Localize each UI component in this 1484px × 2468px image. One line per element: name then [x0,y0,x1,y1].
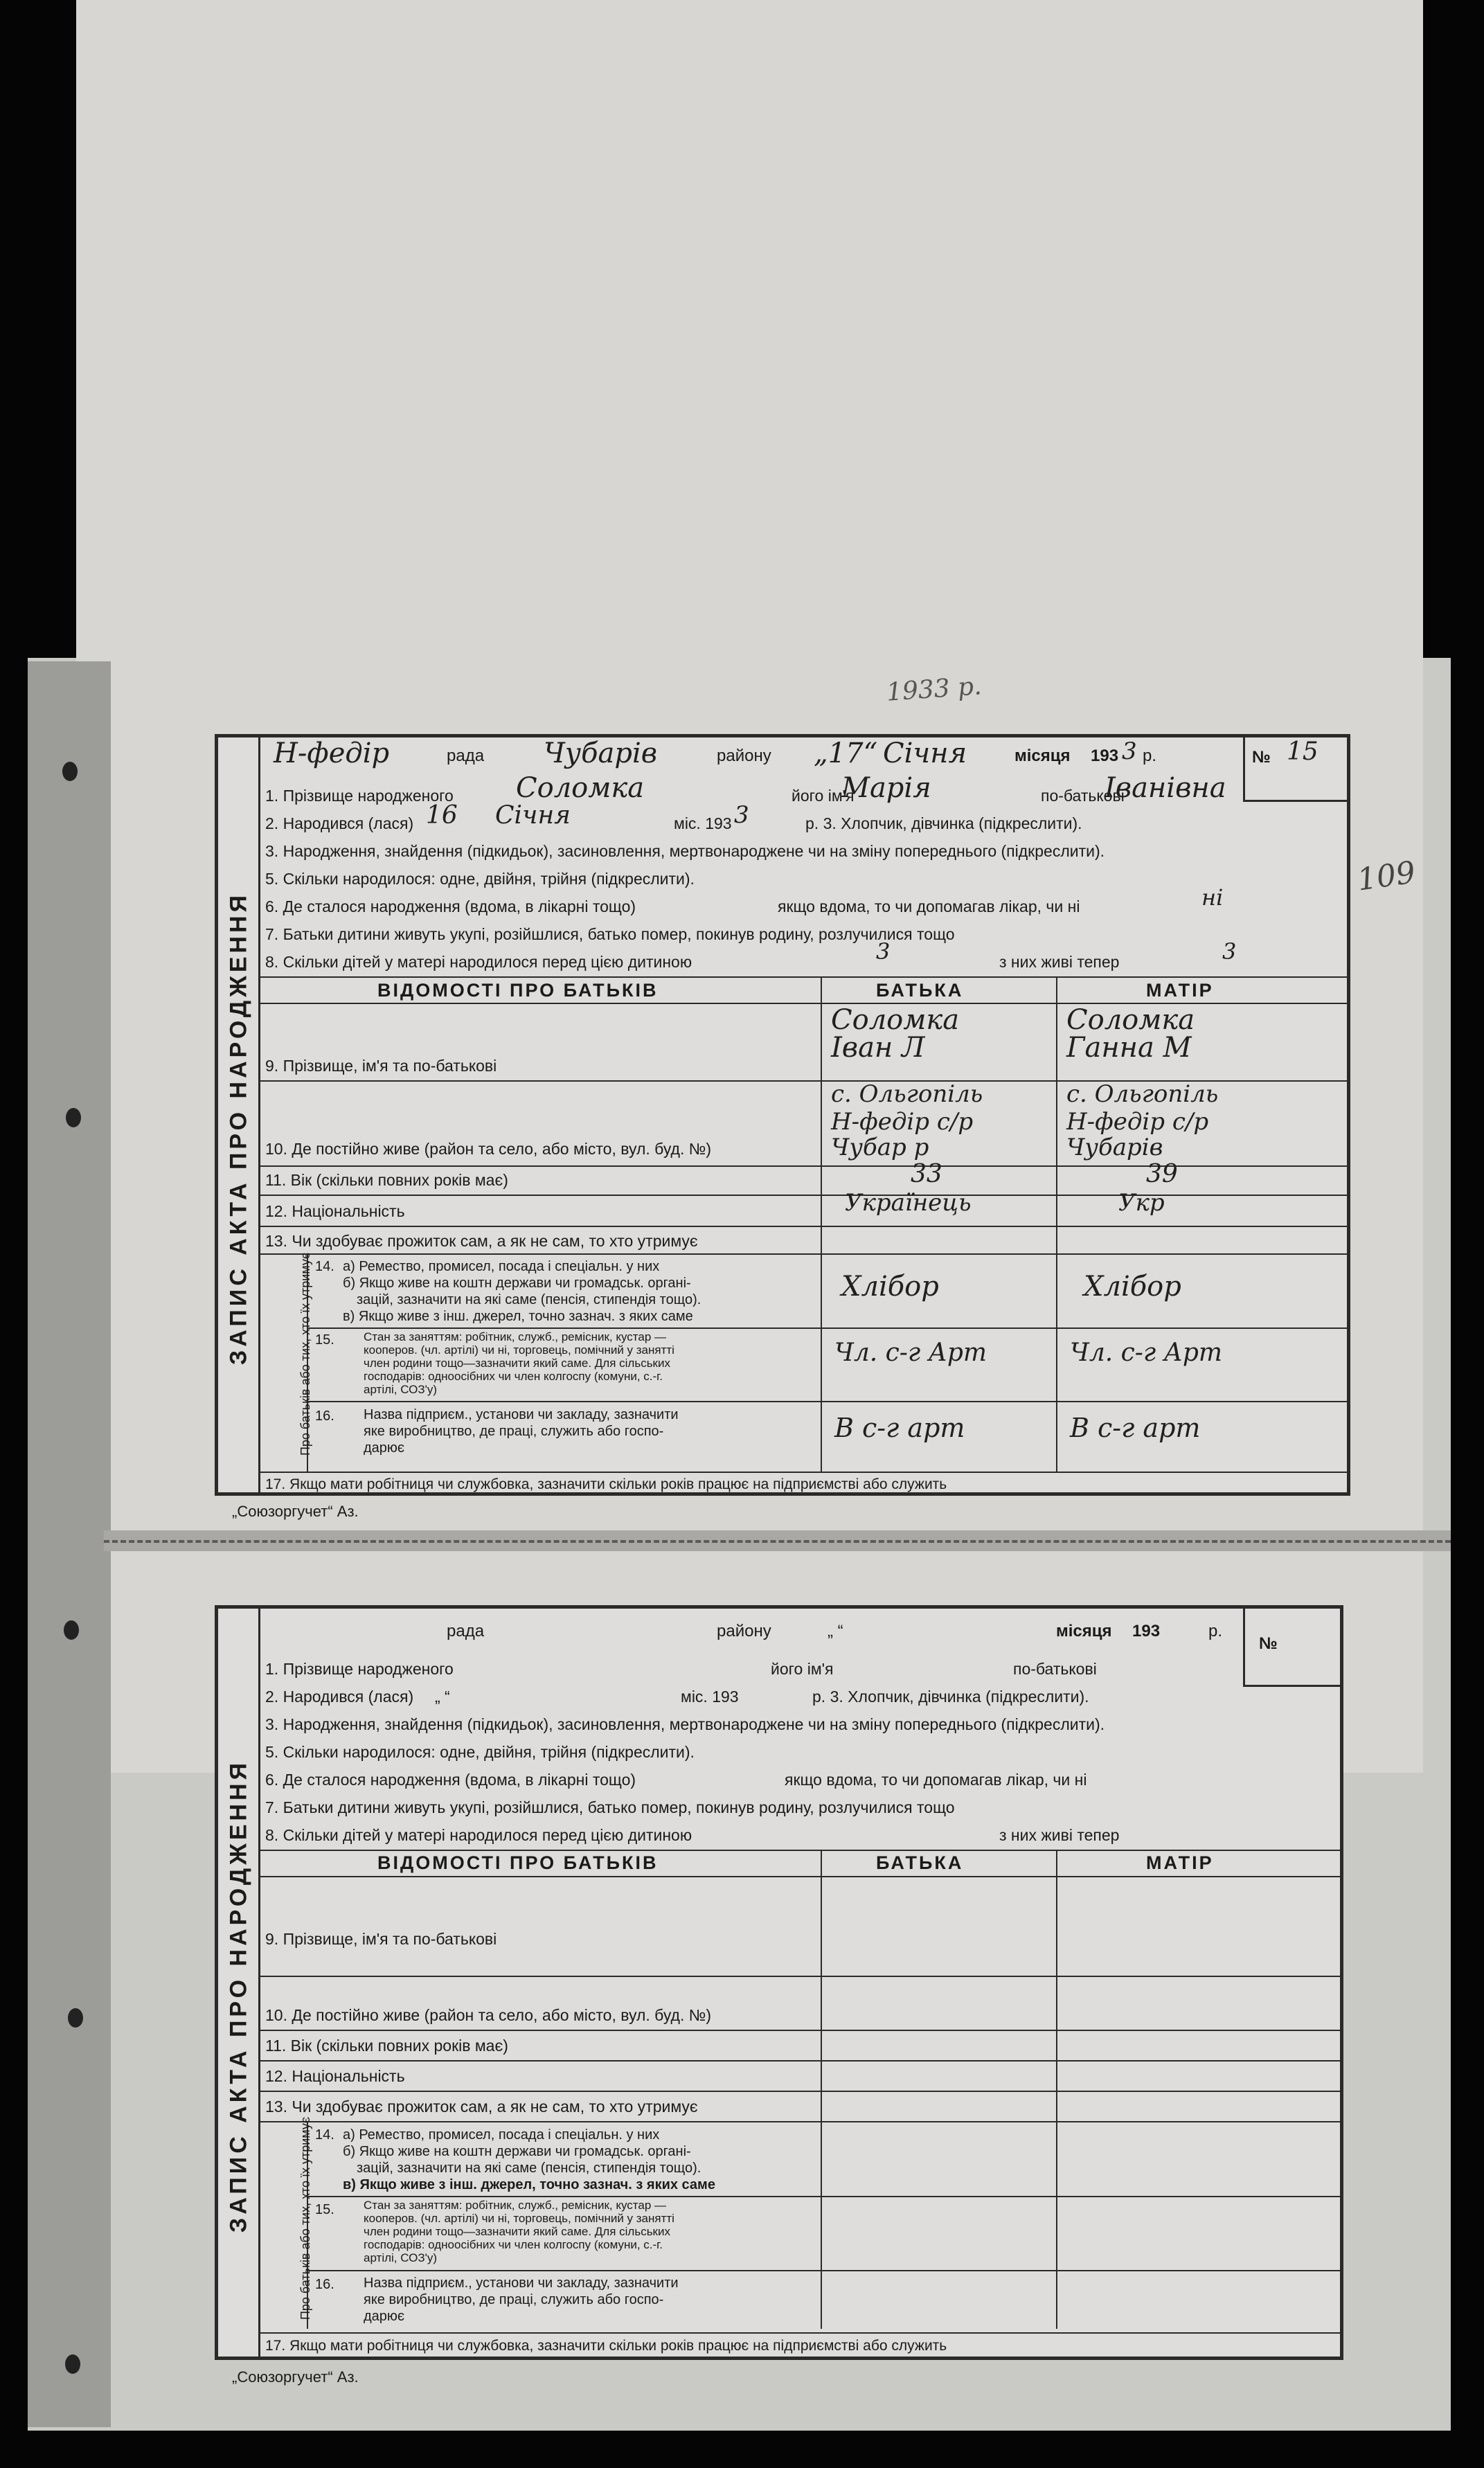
upper-row-8 [265,949,1347,975]
upper-number-label: № [1252,748,1271,767]
lower-year-suffix: р. [1208,1622,1223,1640]
upper-row-14a: а) Ремество, промисел, посада і спеціальн. у них [343,1259,660,1274]
upper-row-2-place-label: міс. 193 [674,814,732,832]
lower-row-2-quotes: „ “ [435,1688,450,1706]
upper-row-16-line-1: Назва підприєм., установи чи закладу, зазначити [364,1407,679,1422]
upper-month-handwritten: Січня [883,737,967,769]
binding-strip [28,661,111,2427]
lower-row-11: 11. Вік (скільки повних років має) [265,2037,508,2055]
punch-hole [64,1620,79,1640]
upper-row-14b-2: зацій, зазначити на які саме (пенсія, стипендія тощо). [357,1292,701,1307]
upper-side-column [218,737,260,1492]
upper-born-month: Січня [495,801,571,830]
lower-row-16-line-2: яке виробництво, де праці, служить або госпо- [364,2292,664,2307]
upper-table-top-rule [258,976,1347,978]
lower-row-1 [265,1656,1340,1682]
upper-district-label: району [717,746,771,765]
upper-row-16-text [364,1406,679,1456]
lower-row-7: 7. Батьки дитини живуть укупі, розійшлися, батько помер, покинув родину, розлучилися тощо [265,1798,955,1816]
lower-row-8-extra: з них живі тепер [999,1826,1120,1844]
lower-number-label: № [1259,1634,1278,1653]
upper-row-8-extra: з них живі тепер [999,953,1120,971]
upper-father-occupation: Хлібор [841,1271,939,1303]
upper-row-14-rule [307,1327,1347,1329]
upper-row-14-num: 14. [315,1259,334,1274]
upper-mother-col-rule [1056,976,1057,1472]
lower-council-label: рада [447,1622,485,1640]
lower-row-12: 12. Національність [265,2067,405,2085]
lower-table-top-rule [258,1850,1340,1851]
upper-row-15-num: 15. [315,1332,334,1348]
upper-mother-occupation: Хлібор [1084,1271,1181,1303]
lower-row-15-line-4: господарів: одноосібних чи член колгоспу (комуни, с.-г. [364,2238,663,2251]
lower-parents-info-head: ВІДОМОСТІ ПРО БАТЬКІВ [377,1852,659,1873]
upper-parents-info-head: ВІДОМОСТІ ПРО БАТЬКІВ [377,980,659,1001]
lower-row-6-label: 6. Де сталося народження (вдома, в лікарні тощо) [265,1771,636,1789]
upper-father-organization: В с-г арт [834,1413,965,1443]
upper-birth-record [215,734,1350,1496]
lower-row-3: 3. Народження, знайдення (підкидьок), засиновлення, мертвонароджене чи на зміну попереднього (підкреслити). [265,1715,1105,1733]
lower-row-6-extra: якщо вдома, то чи допомагав лікар, чи ні [785,1771,1087,1789]
upper-mother-nationality: Укр [1118,1189,1165,1217]
year-stamp: 1933 р. [885,672,983,707]
upper-side-title: ЗАПИС АКТА ПРО НАРОДЖЕННЯ [225,891,252,1366]
upper-footer-printer: „Союзоргучет“ Аз. [232,1503,359,1520]
lower-row-2-label: 2. Народився (лася) [265,1688,414,1706]
upper-father-address-2: Н-федір с/р [831,1108,974,1136]
upper-day-handwritten: „17“ [814,737,878,769]
upper-mother-head: МАТІР [1146,980,1214,1001]
lower-row-14-rule [307,2196,1340,2197]
lower-row-14b-1: б) Якщо живе на коштн держави чи громадськ. органі- [343,2144,691,2159]
upper-district-handwritten: Чубарів [544,737,658,769]
upper-mother-surname: Соломка [1066,1004,1195,1036]
upper-mother-address-2: Н-федір с/р [1066,1108,1209,1136]
lower-row-14a: а) Ремество, промисел, посада і спеціальн. у них [343,2127,660,2143]
upper-mother-name: Ганна М [1066,1032,1192,1064]
lower-row-14b-2: зацій, зазначити на які саме (пенсія, стипендія тощо). [357,2161,701,2176]
upper-row-16-num: 16. [315,1409,334,1424]
lower-month-label: місяця [1056,1622,1112,1640]
lower-row-11-rule [258,2060,1340,2062]
lower-row-5: 5. Скільки народилося: одне, двійня, трійня (підкреслити). [265,1743,695,1761]
upper-row-15-line-1: Стан за заняттям: робітник, служб., ремісник, кустар — [364,1330,667,1343]
lower-row-1-patronymic-label: по-батькові [1013,1660,1097,1678]
upper-father-head: БАТЬКА [876,980,964,1001]
upper-row-15-line-2: кооперов. (чл. артілі) чи ні, торговець, помічний у занятті [364,1343,674,1357]
upper-father-status: Чл. с-г Арт [834,1339,987,1367]
upper-row-14c: в) Якщо живе з інш. джерел, точно зазнач. з яких саме [343,1309,693,1324]
lower-father-head: БАТЬКА [876,1852,964,1873]
lower-date-quotes: „ “ [828,1622,843,1640]
upper-council-label: рада [447,746,485,765]
upper-row-16-line-3: дарює [364,1440,405,1456]
punch-hole [65,2354,80,2374]
upper-row-17: 17. Якщо мати робітниця чи службовка, зазначити скільки років працює на підприємстві або служить [265,1476,947,1492]
lower-row-15-line-3: член родини тощо—зазначити який саме. Для сільських [364,2225,670,2238]
upper-year-handwritten: 3 [1122,737,1137,765]
upper-row-12: 12. Національність [265,1202,405,1220]
lower-row-14-num: 14. [315,2127,334,2143]
upper-row-9: 9. Прізвище, ім'я та по-батькові [265,1057,497,1075]
upper-year-printed: 193 [1091,746,1119,765]
lower-row-12-rule [258,2091,1340,2092]
punch-hole [66,1108,81,1127]
lower-row-9-rule [258,1976,1340,1977]
upper-number-handwritten: 15 [1287,737,1318,766]
upper-mother-status: Чл. с-г Арт [1070,1339,1223,1367]
upper-row-6 [265,893,1347,920]
upper-father-surname: Соломка [831,1004,960,1036]
upper-father-col-rule [821,976,822,1472]
lower-year-label: 193 [1132,1622,1161,1640]
upper-row-7: 7. Батьки дитини живуть укупі, розійшлися, батько помер, покинув родину, розлучилися тощо [265,925,955,943]
upper-row-5: 5. Скільки народилося: одне, двійня, трійня (підкреслити). [265,870,695,888]
lower-row-15-line-1: Стан за заняттям: робітник, служб., ремісник, кустар — [364,2199,667,2212]
upper-row-2-sex-label: р. 3. Хлопчик, дівчинка (підкреслити). [805,814,1082,832]
upper-row-16-line-2: яке виробництво, де праці, служить або госпо- [364,1424,664,1439]
lower-row-8 [265,1822,1340,1848]
upper-row-3: 3. Народження, знайдення (підкидьок), засиновлення, мертвонароджене чи на зміну попереднього (підкреслити). [265,842,1105,860]
upper-father-name: Іван Л [831,1032,925,1064]
lower-row-16-text [364,2275,679,2325]
upper-row-1-name-label: його ім'я [792,787,855,805]
upper-year-suffix: р. [1143,746,1157,765]
upper-father-nationality: Українець [845,1189,972,1217]
upper-child-name: Марія [841,772,931,804]
upper-mother-age: 39 [1146,1160,1178,1188]
upper-father-age: 33 [911,1160,942,1188]
lower-mother-head: МАТІР [1146,1852,1214,1873]
upper-row-11-rule [258,1195,1347,1196]
lower-row-2-sex-label: р. 3. Хлопчик, дівчинка (підкреслити). [812,1688,1089,1706]
lower-father-col-rule [821,1850,822,2329]
upper-row-6-label: 6. Де сталося народження (вдома, в лікарні тощо) [265,897,636,915]
upper-child-patronymic: Іванівна [1105,772,1226,804]
upper-mother-address-3: Чубарів [1066,1134,1163,1161]
upper-mother-organization: В с-г арт [1070,1413,1201,1443]
upper-born-year: 3 [734,801,749,829]
upper-father-address-3: Чубар р [831,1134,929,1161]
upper-helper-answer: ні [1201,884,1224,911]
upper-row-15-text [364,1330,674,1396]
upper-child-surname: Соломка [516,772,645,804]
upper-children-alive: 3 [1222,938,1237,965]
lower-row-15-num: 15. [315,2202,334,2217]
upper-children-before: 3 [876,938,891,965]
upper-row-12-rule [258,1226,1347,1227]
lower-row-16-num: 16. [315,2277,334,2292]
upper-row-13: 13. Чи здобуває прожиток сам, а як не сам, то хто утримує [265,1232,698,1250]
upper-row-1-patronymic-label: по-батькові [1041,787,1125,805]
upper-council-handwritten: Н-федір [274,737,390,769]
upper-row-14b-1: б) Якщо живе на коштн держави чи громадськ. органі- [343,1276,691,1291]
lower-row-8-label: 8. Скільки дітей у матері народилося перед цією дитиною [265,1826,692,1844]
lower-row-14c: в) Якщо живе з інш. джерел, точно зазнач. з яких саме [343,2177,715,2192]
upper-father-address-1: с. Ольгопіль [831,1080,983,1108]
upper-row-11: 11. Вік (скільки повних років має) [265,1171,508,1189]
upper-row-15-line-5: артілі, СОЗ'у) [364,1383,438,1396]
lower-mother-col-rule [1056,1850,1057,2329]
upper-row-15-line-3: член родини тощо—зазначити який саме. Для сільських [364,1357,670,1370]
upper-row-15-line-4: господарів: одноосібних чи член колгоспу (комуни, с.-г. [364,1370,663,1383]
upper-row-8-label: 8. Скільки дітей у матері народилося перед цією дитиною [265,953,692,971]
lower-row-9: 9. Прізвище, ім'я та по-батькові [265,1930,497,1948]
lower-row-2-place-label: міс. 193 [681,1688,739,1706]
upper-born-day: 16 [426,801,458,830]
upper-row-2-label: 2. Народився (лася) [265,814,414,832]
lower-footer-printer: „Союзоргучет“ Аз. [232,2368,359,2386]
upper-row-10: 10. Де постійно живе (район та село, або місто, вул. буд. №) [265,1140,712,1158]
upper-row-6-extra: якщо вдома, то чи допомагав лікар, чи ні [778,897,1080,915]
lower-row-15-text [364,2199,674,2264]
lower-side-small-label: Про батьків або тих, хто їх утримує [298,2116,313,2321]
punch-hole [68,2008,83,2028]
lower-row-13-rule [258,2121,1340,2122]
lower-row-15-line-5: артілі, СОЗ'у) [364,2251,438,2264]
lower-birth-record [215,1605,1343,2360]
lower-side-column [218,1609,260,2357]
perforation-divider [104,1530,1451,1551]
lower-row-10: 10. Де постійно живе (район та село, або місто, вул. буд. №) [265,2006,712,2024]
upper-row-13-rule [258,1253,1347,1255]
upper-mother-address-1: с. Ольгопіль [1066,1080,1219,1108]
lower-row-1-label: 1. Прізвище народженого [265,1660,454,1678]
lower-row-16-line-3: дарює [364,2309,405,2324]
lower-row-10-rule [258,2030,1340,2031]
upper-row-15-rule [307,1401,1347,1402]
upper-row-1-label: 1. Прізвище народженого [265,787,454,805]
lower-side-title: ЗАПИС АКТА ПРО НАРОДЖЕННЯ [225,1759,252,2233]
lower-row-15-rule [307,2270,1340,2271]
punch-hole [62,762,78,781]
lower-row-16-line-1: Назва підприєм., установи чи закладу, зазначити [364,2275,679,2291]
lower-row-15-line-2: кооперов. (чл. артілі) чи ні, торговець, помічний у занятті [364,2212,674,2225]
upper-month-label: місяця [1014,746,1071,765]
upper-side-small-label: Про батьків або тих, хто їх утримує [298,1252,313,1456]
side-page-number: 109 [1355,855,1418,898]
lower-row-1-name-label: його ім'я [771,1660,834,1678]
lower-row-17: 17. Якщо мати робітниця чи службовка, зазначити скільки років працює на підприємстві або служить [265,2338,947,2354]
lower-row-13: 13. Чи здобуває прожиток сам, а як не сам, то хто утримує [265,2098,698,2116]
lower-row-2 [265,1683,1340,1710]
lower-row-6 [265,1767,1340,1793]
lower-district-label: району [717,1622,771,1640]
lower-table-head-rule [258,1876,1340,1877]
